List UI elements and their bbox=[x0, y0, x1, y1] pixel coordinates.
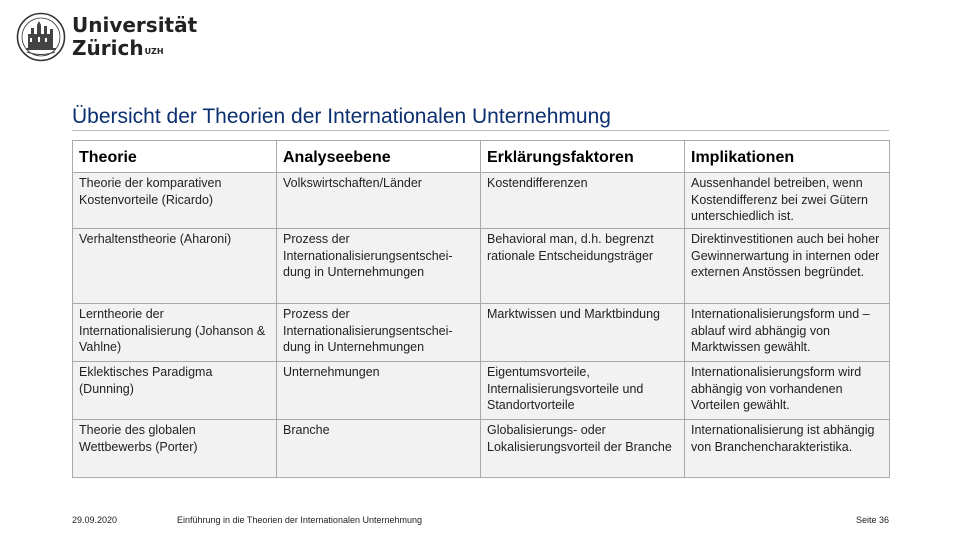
footer-course-title: Einführung in die Theorien der Internationalen Unternehmung bbox=[177, 515, 422, 525]
column-header-erklaerungsfaktoren: Erklärungsfaktoren bbox=[481, 141, 685, 173]
column-header-theorie: Theorie bbox=[73, 141, 277, 173]
table-cell: Direktinvestitionen auch bei hoher Gewinnerwartung in internen oder externen Anstössen begründet. bbox=[685, 229, 890, 304]
table-cell: Behavioral man, d.h. begrenzt rationale Entscheidungsträger bbox=[481, 229, 685, 304]
column-header-implikationen: Implikationen bbox=[685, 141, 890, 173]
slide-title: Übersicht der Theorien der Internationalen Unternehmung bbox=[72, 105, 611, 128]
theories-table bbox=[72, 140, 890, 478]
table-cell: Kostendifferenzen bbox=[481, 173, 685, 229]
university-seal-logo bbox=[16, 12, 66, 62]
table-cell: Branche bbox=[277, 420, 481, 478]
table-cell: Theorie der komparativen Kostenvorteile (Ricardo) bbox=[73, 173, 277, 229]
table-cell: Volkswirtschaften/Länder bbox=[277, 173, 481, 229]
table-cell: Internationalisierungsform und –ablauf wird abhängig von Marktwissen gewählt. bbox=[685, 304, 890, 362]
title-divider bbox=[72, 130, 889, 131]
table-cell: Lerntheorie der Internationalisierung (Johanson & Vahlne) bbox=[73, 304, 277, 362]
table-cell: Marktwissen und Marktbindung bbox=[481, 304, 685, 362]
table-row bbox=[73, 304, 890, 362]
table-cell: Internationalisierungsform wird abhängig von vorhandenen Vorteilen gewählt. bbox=[685, 362, 890, 420]
table-cell: Prozess der Internationalisierungsentschei-dung in Unternehmungen bbox=[277, 229, 481, 304]
table-cell: Unternehmungen bbox=[277, 362, 481, 420]
footer-page-number: Seite 36 bbox=[855, 515, 889, 525]
table-cell: Eigentumsvorteile, Internalisierungsvorteile und Standortvorteile bbox=[481, 362, 685, 420]
table-row bbox=[73, 229, 890, 304]
table-cell: Eklektisches Paradigma (Dunning) bbox=[73, 362, 277, 420]
university-name-line2: Zürich$^{UZH}$ bbox=[72, 36, 164, 60]
table-cell: Prozess der Internationalisierungsentschei-dung in Unternehmungen bbox=[277, 304, 481, 362]
table-cell: Globalisierungs- oder Lokalisierungsvorteil der Branche bbox=[481, 420, 685, 478]
uzh-badge: UZH bbox=[144, 47, 164, 56]
table-cell: Verhaltenstheorie (Aharoni) bbox=[73, 229, 277, 304]
table-cell: Internationalisierung ist abhängig von Branchencharakteristika. bbox=[685, 420, 890, 478]
table-cell: Aussenhandel betreiben, wenn Kostendifferenz bei zwei Gütern unterschiedlich ist. bbox=[685, 173, 890, 229]
table-row bbox=[73, 173, 890, 229]
table-cell: Theorie des globalen Wettbewerbs (Porter) bbox=[73, 420, 277, 478]
table-row bbox=[73, 420, 890, 478]
table-header-row bbox=[73, 141, 890, 173]
table-row bbox=[73, 362, 890, 420]
column-header-analyseebene: Analyseebene bbox=[277, 141, 481, 173]
university-name-line1: Universität bbox=[72, 13, 198, 37]
footer-date: 29.09.2020 bbox=[72, 515, 118, 525]
university-name bbox=[72, 14, 197, 60]
